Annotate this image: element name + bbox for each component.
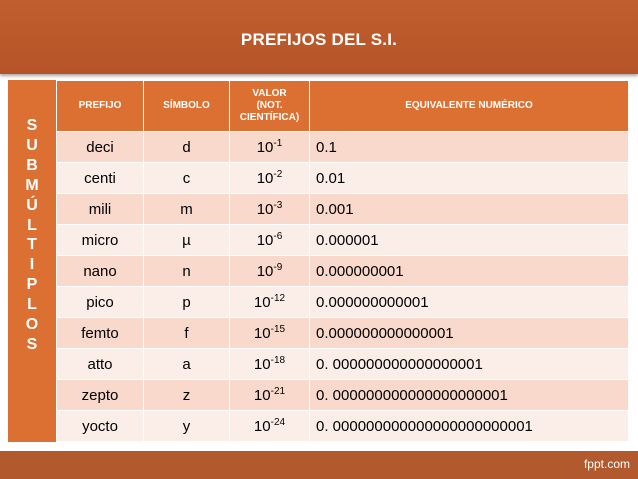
watermark: fppt.com xyxy=(583,457,630,471)
cell-prefix: yocto xyxy=(57,411,144,442)
table-row xyxy=(57,163,629,194)
sidebar-letter: S xyxy=(26,335,38,353)
sidebar-letter: P xyxy=(26,276,38,294)
cell-equivalent: 0.000000000000001 xyxy=(310,318,629,349)
table-row xyxy=(57,194,629,225)
sidebar-letter: S xyxy=(26,117,38,134)
cell-symbol: n xyxy=(144,256,230,287)
power-exponent: -21 xyxy=(270,385,286,397)
value-header-line2: (NOT. xyxy=(256,100,283,111)
power-base: 10 xyxy=(253,386,271,404)
submultiplos-sidebar xyxy=(8,80,56,442)
sidebar-letter: L xyxy=(27,216,37,234)
power-base: 10 xyxy=(253,355,271,373)
power-exponent: -18 xyxy=(270,354,286,366)
table-row xyxy=(57,411,629,442)
table-row xyxy=(57,256,629,287)
sidebar-letter: I xyxy=(29,256,35,274)
cell-prefix: micro xyxy=(57,225,144,256)
cell-symbol: µ xyxy=(144,225,230,256)
col-header-prefix: PREFIJO xyxy=(57,81,144,132)
cell-scientific-value xyxy=(230,287,310,318)
col-header-value xyxy=(230,81,310,132)
table-header-row xyxy=(57,81,629,132)
cell-equivalent: 0. 000000000000000000000001 xyxy=(310,411,629,442)
power-exponent: -3 xyxy=(273,199,283,211)
power-base: 10 xyxy=(256,231,274,249)
cell-scientific-value xyxy=(230,349,310,380)
cell-symbol: p xyxy=(144,287,230,318)
power-exponent: -6 xyxy=(273,230,283,242)
sidebar-letter: L xyxy=(27,296,37,314)
power-exponent: -2 xyxy=(273,168,283,180)
cell-scientific-value xyxy=(230,411,310,442)
table-row xyxy=(57,287,629,318)
power-exponent: -15 xyxy=(270,323,286,335)
cell-scientific-value xyxy=(230,225,310,256)
power-base: 10 xyxy=(253,417,271,435)
power-base: 10 xyxy=(253,293,271,311)
power-base: 10 xyxy=(256,138,274,156)
cell-symbol: f xyxy=(144,318,230,349)
sidebar-letter: B xyxy=(26,156,38,174)
col-header-equivalent: EQUIVALENTE NUMÉRICO xyxy=(310,81,629,132)
table-row xyxy=(57,225,629,256)
cell-symbol: d xyxy=(144,132,230,163)
cell-equivalent: 0.000001 xyxy=(310,225,629,256)
power-base: 10 xyxy=(256,262,274,280)
cell-equivalent: 0. 000000000000000001 xyxy=(310,349,629,380)
value-header-line1: VALOR xyxy=(252,88,287,99)
sidebar-letter: Ú xyxy=(26,196,38,214)
cell-scientific-value xyxy=(230,163,310,194)
cell-prefix: pico xyxy=(57,287,144,318)
cell-equivalent: 0.000000000001 xyxy=(310,287,629,318)
cell-prefix: nano xyxy=(57,256,144,287)
table-body xyxy=(57,132,629,442)
cell-symbol: a xyxy=(144,349,230,380)
cell-equivalent: 0. 000000000000000000001 xyxy=(310,380,629,411)
cell-symbol: y xyxy=(144,411,230,442)
power-exponent: -12 xyxy=(270,292,286,304)
table-row xyxy=(57,380,629,411)
cell-scientific-value xyxy=(230,380,310,411)
cell-scientific-value xyxy=(230,318,310,349)
power-base: 10 xyxy=(256,169,274,187)
power-exponent: -1 xyxy=(273,137,283,149)
cell-symbol: c xyxy=(144,163,230,194)
power-exponent: -9 xyxy=(273,261,283,273)
sidebar-letter: U xyxy=(26,136,38,154)
cell-prefix: zepto xyxy=(57,380,144,411)
cell-equivalent: 0.1 xyxy=(310,132,629,163)
cell-scientific-value xyxy=(230,194,310,225)
power-base: 10 xyxy=(256,200,274,218)
cell-equivalent: 0.000000001 xyxy=(310,256,629,287)
cell-symbol: z xyxy=(144,380,230,411)
page-title: PREFIJOS DEL S.I. xyxy=(240,30,398,49)
table-row xyxy=(57,349,629,380)
title-bar xyxy=(0,0,638,74)
cell-scientific-value xyxy=(230,256,310,287)
sidebar-letter: O xyxy=(25,316,39,333)
cell-equivalent: 0.01 xyxy=(310,163,629,194)
cell-prefix: femto xyxy=(57,318,144,349)
cell-prefix: atto xyxy=(57,349,144,380)
cell-prefix: mili xyxy=(57,194,144,225)
sidebar-letter: T xyxy=(27,236,37,254)
cell-symbol: m xyxy=(144,194,230,225)
sidebar-letter: M xyxy=(25,176,39,194)
value-header-line3: CIENTÍFICA) xyxy=(239,112,300,123)
table-row xyxy=(57,318,629,349)
cell-scientific-value xyxy=(230,132,310,163)
cell-prefix: deci xyxy=(57,132,144,163)
footer-bar xyxy=(0,451,638,479)
cell-prefix: centi xyxy=(57,163,144,194)
cell-equivalent: 0.001 xyxy=(310,194,629,225)
power-base: 10 xyxy=(253,324,271,342)
col-header-symbol: SÍMBOLO xyxy=(144,81,230,132)
power-exponent: -24 xyxy=(270,416,286,428)
table-row xyxy=(57,132,629,163)
prefix-table xyxy=(56,80,629,442)
